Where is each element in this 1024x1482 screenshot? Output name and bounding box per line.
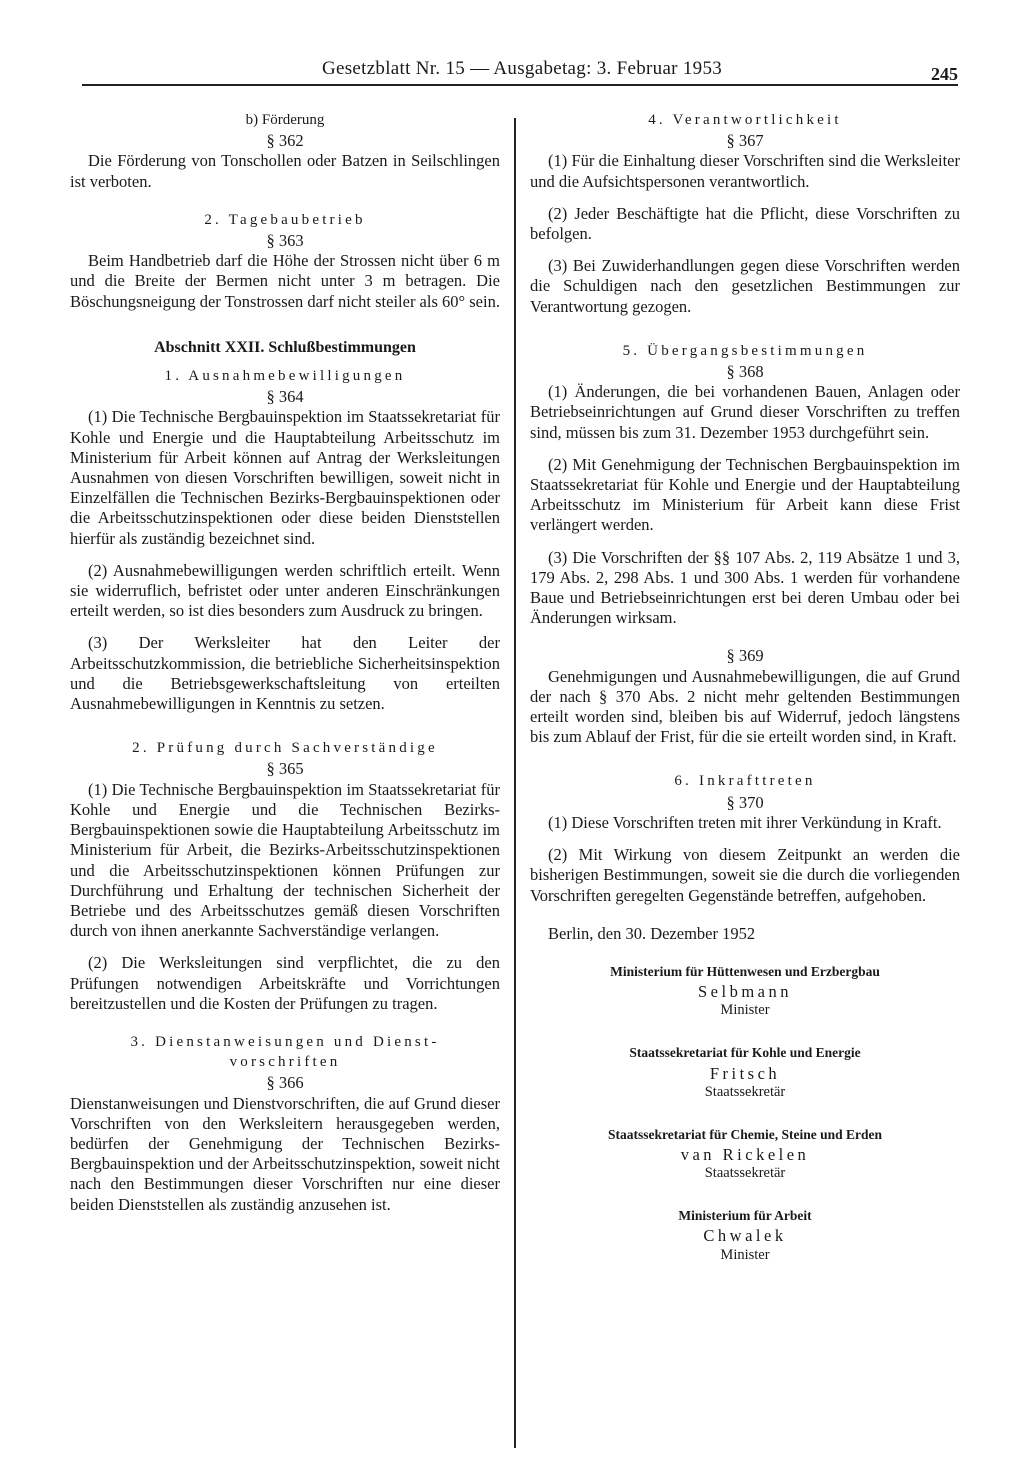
paragraph-text: Beim Handbetrieb darf die Höhe der Strossen nicht über 6 m und die Breite der Bermen nicht unter 3 m betragen. Die Böschungsneigung der Tonstrossen darf nicht steiler als 60° sein. bbox=[70, 251, 500, 311]
paragraph-text: (1) Diese Vorschriften treten mit ihrer Verkündung in Kraft. bbox=[548, 812, 942, 832]
header-title: Gesetzblatt Nr. 15 — Ausgabetag: 3. Februar 1953 bbox=[321, 58, 723, 79]
paragraph-text: (2) Mit Wirkung von diesem Zeitpunkt an werden die bisherigen Bestimmungen, soweit sie die durch die vorliegenden Vorschriften geregelten Gegenstände betreffen, aufgehoben. bbox=[530, 845, 960, 905]
subsection-heading: 3. Dienstanweisungen und Dienst- bbox=[130, 1033, 440, 1050]
signature-block bbox=[530, 962, 960, 1019]
page-number: 245 bbox=[931, 64, 958, 84]
column-divider bbox=[514, 118, 516, 1448]
ministry-name: Ministerium für Hüttenwesen und Erzbergbau bbox=[610, 963, 880, 979]
signature-block bbox=[530, 1206, 960, 1263]
paragraph-text: (1) Für die Einhaltung dieser Vorschriften sind die Werksleiter und die Aufsichtspersonen verantwortlich. bbox=[530, 151, 960, 191]
ministry-name: Staatssekretariat für Chemie, Steine und Erden bbox=[608, 1126, 882, 1142]
paragraph-number: § 368 bbox=[726, 362, 764, 382]
signer-role: Staatssekretär bbox=[704, 1165, 786, 1182]
subsection-heading: 1. Ausnahmebewilligungen bbox=[164, 368, 406, 385]
paragraph-number: § 364 bbox=[266, 387, 304, 407]
signer-name: Fritsch bbox=[709, 1063, 781, 1083]
paragraph-text: Die Förderung von Tonschollen oder Batzen in Seilschlingen ist verboten. bbox=[70, 151, 500, 191]
date-line: Berlin, den 30. Dezember 1952 bbox=[548, 923, 756, 943]
paragraph-number: § 362 bbox=[266, 131, 304, 151]
subsection-heading: b) Förderung bbox=[245, 112, 325, 128]
subsection-heading: 2. Prüfung durch Sachverständige bbox=[132, 740, 438, 757]
signer-name: Selbmann bbox=[698, 982, 792, 1002]
paragraph-text: (2) Ausnahmebewilligungen werden schriftlich erteilt. Wenn sie widerruflich, befristet oder unter anderen Einschränkungen erteilt werden, so ist dies besonders zum Ausdruck zu bringen. bbox=[70, 560, 500, 621]
signature-block bbox=[530, 1125, 960, 1182]
paragraph-text: (3) Der Werksleiter hat den Leiter der Arbeitsschutzkommission, die betriebliche Sicherheitsinspektion und die Betriebsgewerkschaftsleitung von erteilten Ausnahmebewilligungen in Kenntnis zu setzen. bbox=[70, 633, 500, 714]
signer-role: Minister bbox=[720, 1002, 770, 1019]
paragraph-number: § 369 bbox=[726, 646, 764, 666]
subsection-heading: 2. Tagebaubetrieb bbox=[204, 211, 366, 228]
chapter-heading: Abschnitt XXII. Schlußbestimmungen bbox=[154, 338, 416, 356]
paragraph-number: § 370 bbox=[726, 792, 764, 812]
subsection-heading: 4. Verantwortlichkeit bbox=[648, 112, 842, 128]
subsection-heading: 6. Inkrafttreten bbox=[674, 773, 816, 790]
paragraph-number: § 363 bbox=[266, 231, 304, 251]
right-column bbox=[530, 110, 960, 1264]
paragraph-text: (2) Mit Genehmigung der Technischen Bergbauinspektion im Staatssekretariat für Kohle und Energie und der Hauptabteilung Arbeitsschutz im Ministerium für Arbeit kann diese Frist verlängert werden. bbox=[530, 454, 960, 535]
subsection-heading: 5. Übergangsbestimmungen bbox=[622, 342, 868, 359]
paragraph-text: (1) Änderungen, die bei vorhandenen Bauen, Anlagen oder Betriebseinrichtungen auf Grund dieser Vorschriften zu treffen sind, müssen bis zum 31. Dezember 1953 durchgeführt sein. bbox=[530, 382, 960, 442]
signature-block bbox=[530, 1043, 960, 1100]
paragraph-number: § 367 bbox=[726, 131, 764, 151]
paragraph-text: (2) Jeder Beschäftigte hat die Pflicht, diese Vorschriften zu befolgen. bbox=[530, 203, 960, 244]
subsection-heading: vorschriften bbox=[229, 1054, 341, 1071]
paragraph-number: § 366 bbox=[266, 1073, 304, 1093]
paragraph-text: (1) Die Technische Bergbauinspektion im Staatssekretariat für Kohle und Energie und die Technischen Bezirks-Bergbauinspektionen sowie die Hauptabteilung Arbeitsschutz im Ministerium für Arbeit, die Bezirks-Arbeitsschutzinspektionen und die Arbeitsschutzinspektionen können Prüfungen zur Durchführung und Erhaltung der technischen Sicherheit der Betriebe und des Arbeitsschutzes gemäß diesen Vorschriften durch von ihnen anerkannte Sachverständige verlangen. bbox=[70, 779, 500, 941]
signer-name: Chwalek bbox=[703, 1226, 787, 1246]
signer-name: van Rickelen bbox=[680, 1144, 810, 1164]
paragraph-text: (3) Die Vorschriften der §§ 107 Abs. 2, 119 Absätze 1 und 3, 179 Abs. 2, 298 Abs. 1 und 300 Abs. 1 werden für vorhandene Baue und Betriebseinrichtungen erst bei deren Umbau oder bei Änderungen wirksam. bbox=[530, 547, 960, 628]
paragraph-text: (2) Die Werksleitungen sind verpflichtet, die zu den Prüfungen notwendigen Arbeitskräfte und Vorrichtungen bereitzustellen und die Kosten der Prüfungen zu tragen. bbox=[70, 953, 500, 1013]
paragraph-text: (1) Die Technische Bergbauinspektion im Staatssekretariat für Kohle und Energie und die Hauptabteilung Arbeitsschutz im Ministerium für Arbeit können auf Antrag der Werksleitungen Ausnahmen von diesen Vorschriften bewilligen, soweit nicht in Einzelfällen die Technischen Bezirks-Bergbauinspektionen oder die Arbeitsschutzinspektionen oder diese beiden Dienststellen hierfür als zuständig bezeichnet sind. bbox=[70, 407, 500, 548]
left-column bbox=[70, 110, 500, 1215]
paragraph-text: Dienstanweisungen und Dienstvorschriften, die auf Grund dieser Vorschriften von den Werksleitern herausgegeben werden, bedürfen der Genehmigung der Technischen Bezirks-Bergbauinspektion und der Arbeitsschutzinspektion, soweit nicht nach den Bestimmungen dieser Vorschriften nur eine dieser beiden Dienststellen als zuständig anzusehen ist. bbox=[70, 1093, 500, 1214]
ministry-name: Staatssekretariat für Kohle und Energie bbox=[629, 1045, 861, 1061]
paragraph-text: Genehmigungen und Ausnahmebewilligungen, die auf Grund der nach § 370 Abs. 2 nicht mehr geltenden Bestimmungen erteilt worden sind, bleiben bis auf Widerruf, jedoch längstens bis zum Ablauf der Frist, für die sie erteilt worden sind, in Kraft. bbox=[530, 666, 960, 747]
paragraph-text: (3) Bei Zuwiderhandlungen gegen diese Vorschriften werden die Schuldigen nach den gesetzlichen Bestimmungen zur Verantwortung gezogen. bbox=[530, 256, 960, 316]
signer-role: Minister bbox=[720, 1246, 770, 1263]
ministry-name: Ministerium für Arbeit bbox=[678, 1208, 812, 1224]
paragraph-number: § 365 bbox=[266, 759, 304, 779]
header-rule bbox=[82, 84, 958, 86]
signer-role: Staatssekretär bbox=[704, 1083, 786, 1100]
